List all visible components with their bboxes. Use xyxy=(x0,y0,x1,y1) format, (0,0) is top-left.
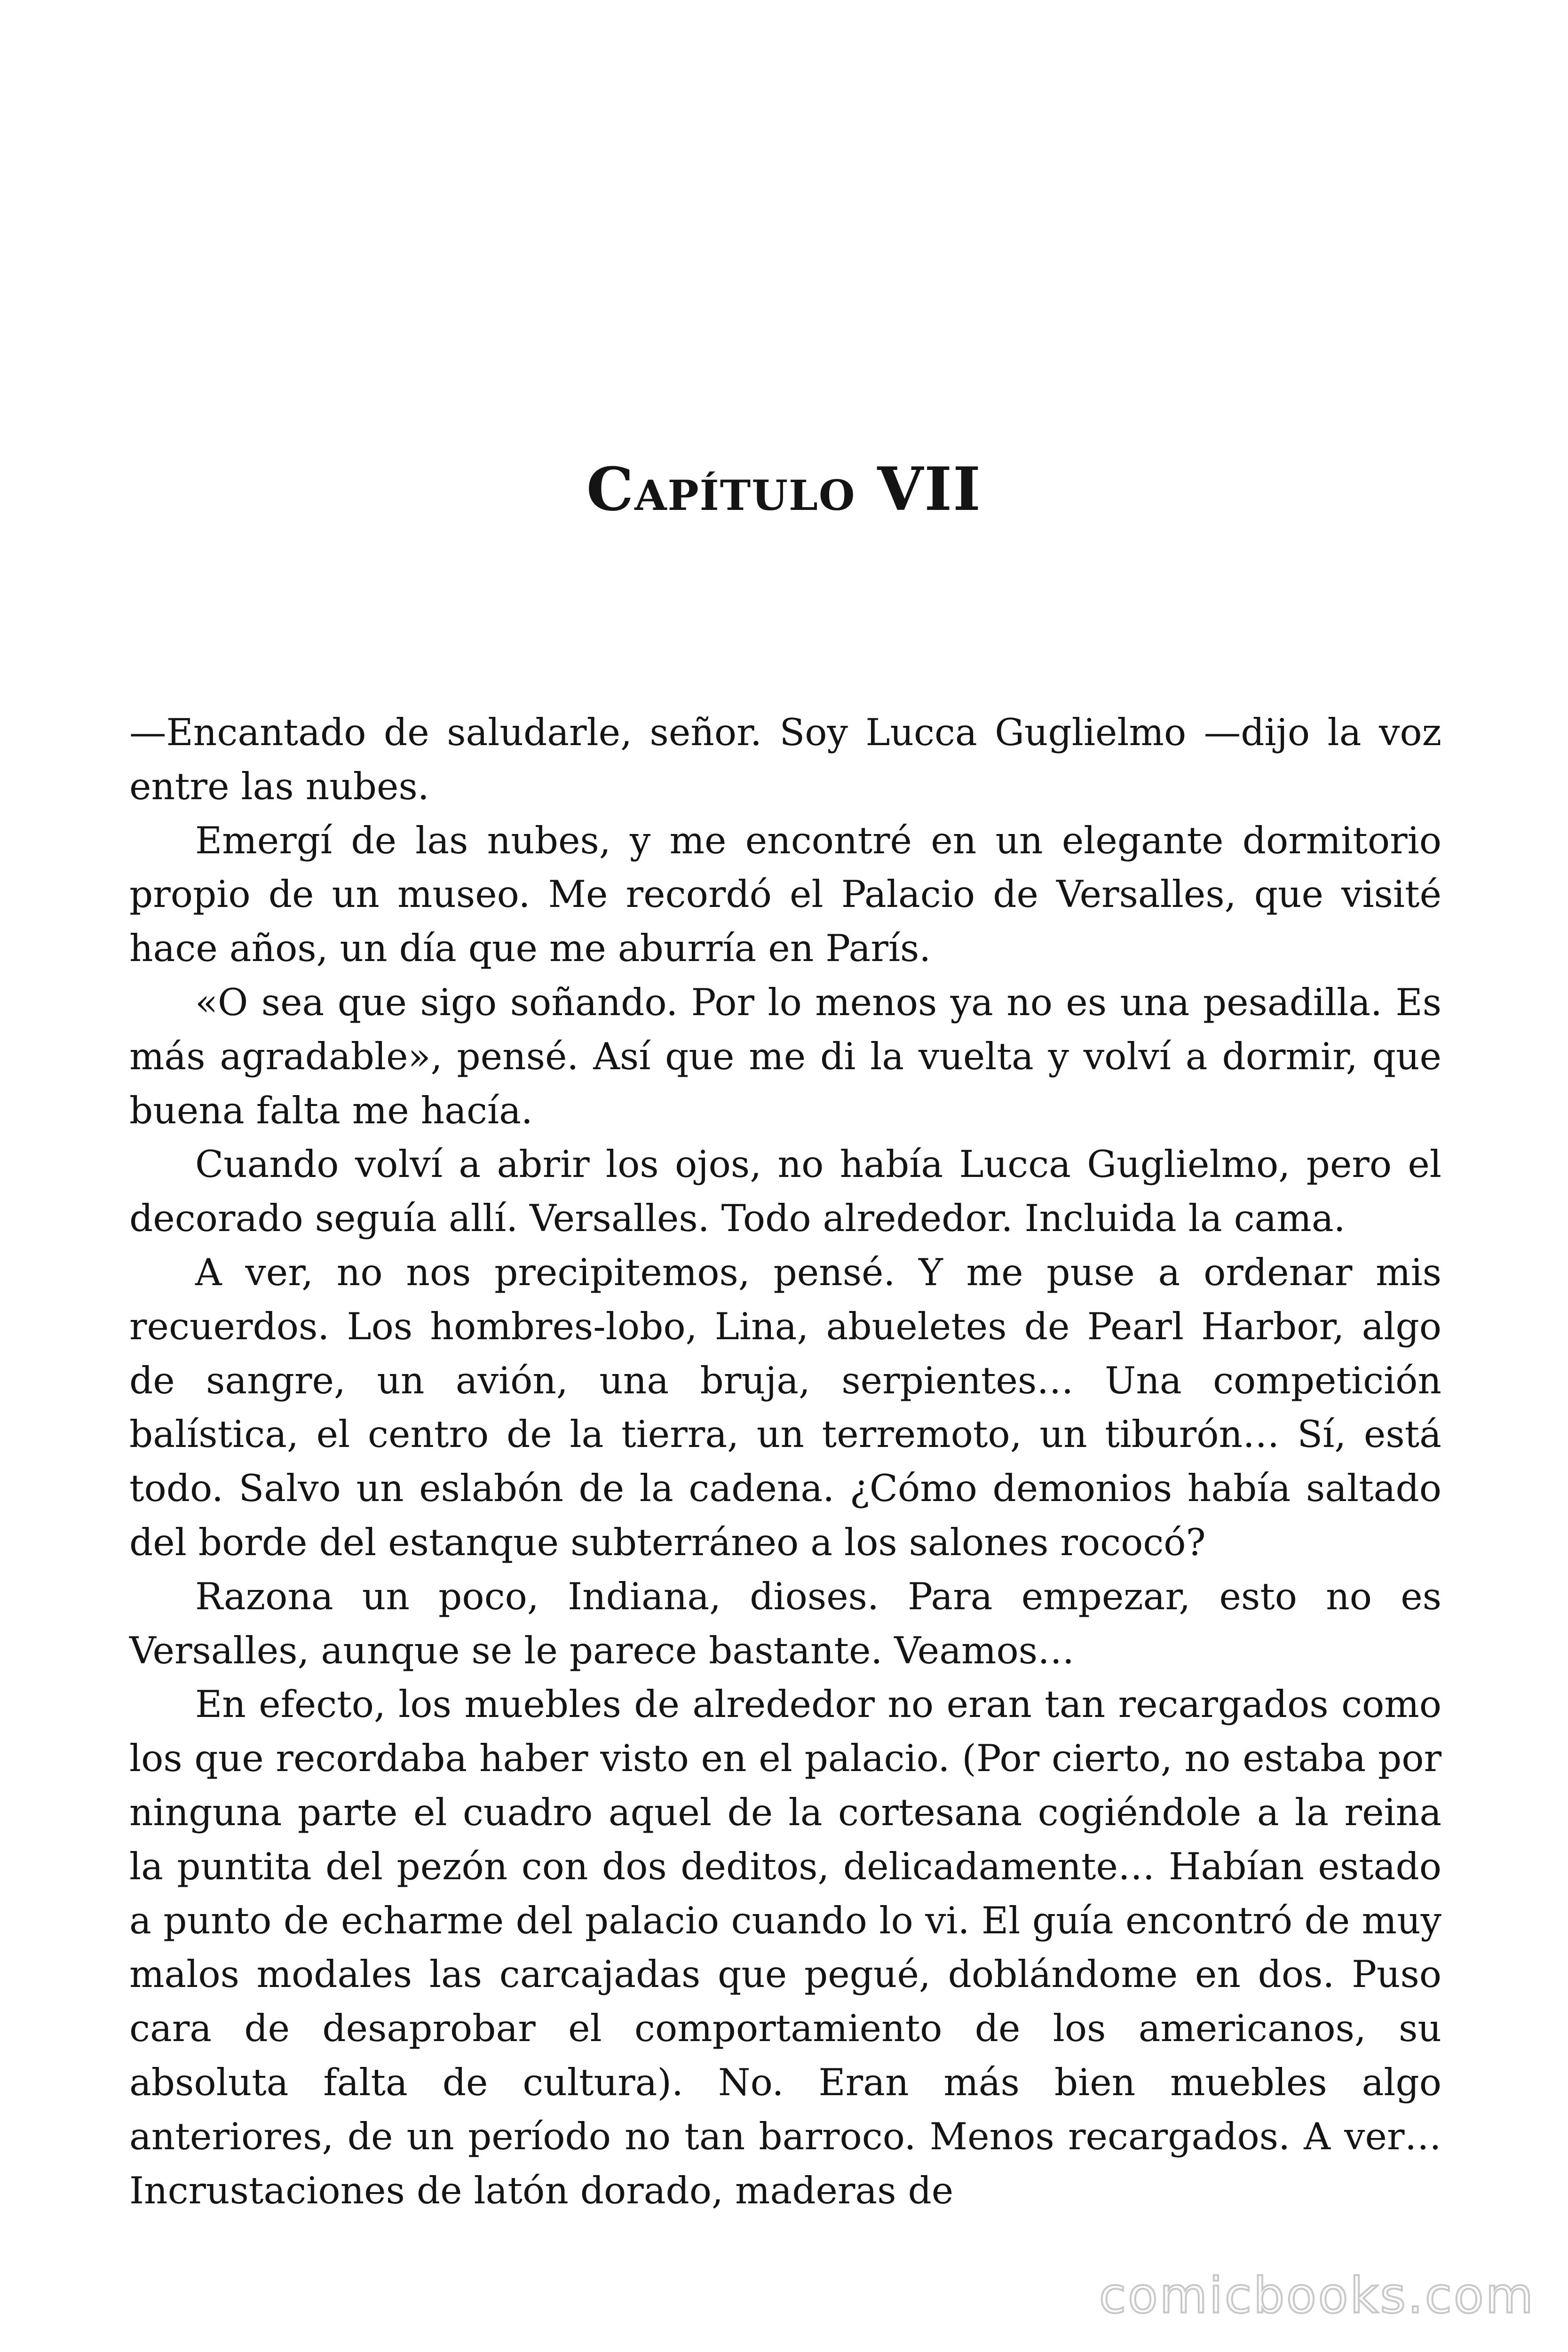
paragraph: —Encantado de saludarle, señor. Soy Lucca Guglielmo —dijo la voz entre las nubes. xyxy=(129,711,1441,808)
paragraph: A ver, no nos precipitemos, pensé. Y me puse a ordenar mis recuerdos. Los hombres-lobo, Lina, abueletes de Pearl Harbor, algo de sangre, un avión, una bruja, serpientes… Una competición balística, el centro de la tierra, un terremoto, un tiburón… Sí, está todo. Salvo un eslabón de la cadena. ¿Cómo demonios había saltado del borde del estanque subterráneo a los salones rococó? xyxy=(129,1250,1441,1564)
chapter-body xyxy=(129,706,1441,2217)
chapter-title: Capítulo VII xyxy=(586,454,982,524)
paragraph: En efecto, los muebles de alrededor no eran tan recargados como los que recordaba haber visto en el palacio. (Por cierto, no estaba por ninguna parte el cuadro aquel de la cortesana cogiéndole a la reina la puntita del pezón con dos deditos, delicadamente… Habían estado a punto de echarme del palacio cuando lo vi. El guía encontró de muy malos modales las carcajadas que pegué, doblándome en dos. Puso cara de desaprobar el comportamiento de los americanos, su absoluta falta de cultura). No. Eran más bien muebles algo anteriores, de un período no tan barroco. Menos recargados. A ver… Incrustaciones de latón dorado, maderas de xyxy=(129,1683,1441,2212)
watermark: comicbooks.com xyxy=(1099,2267,1535,2324)
paragraph: Cuando volví a abrir los ojos, no había Lucca Guglielmo, pero el decorado seguía allí. Versalles. Todo alrededor. Incluida la cama. xyxy=(129,1143,1441,1240)
paragraph: «O sea que sigo soñando. Por lo menos ya no es una pesadilla. Es más agradable», pensé. Así que me di la vuelta y volví a dormir, que buena falta me hacía. xyxy=(129,980,1441,1132)
paragraph: Emergí de las nubes, y me encontré en un elegante dormitorio propio de un museo. Me recordó el Palacio de Versalles, que visité hace años, un día que me aburría en París. xyxy=(129,818,1441,970)
paragraph: Razona un poco, Indiana, dioses. Para empezar, esto no es Versalles, aunque se le parece bastante. Veamos… xyxy=(129,1574,1441,1672)
